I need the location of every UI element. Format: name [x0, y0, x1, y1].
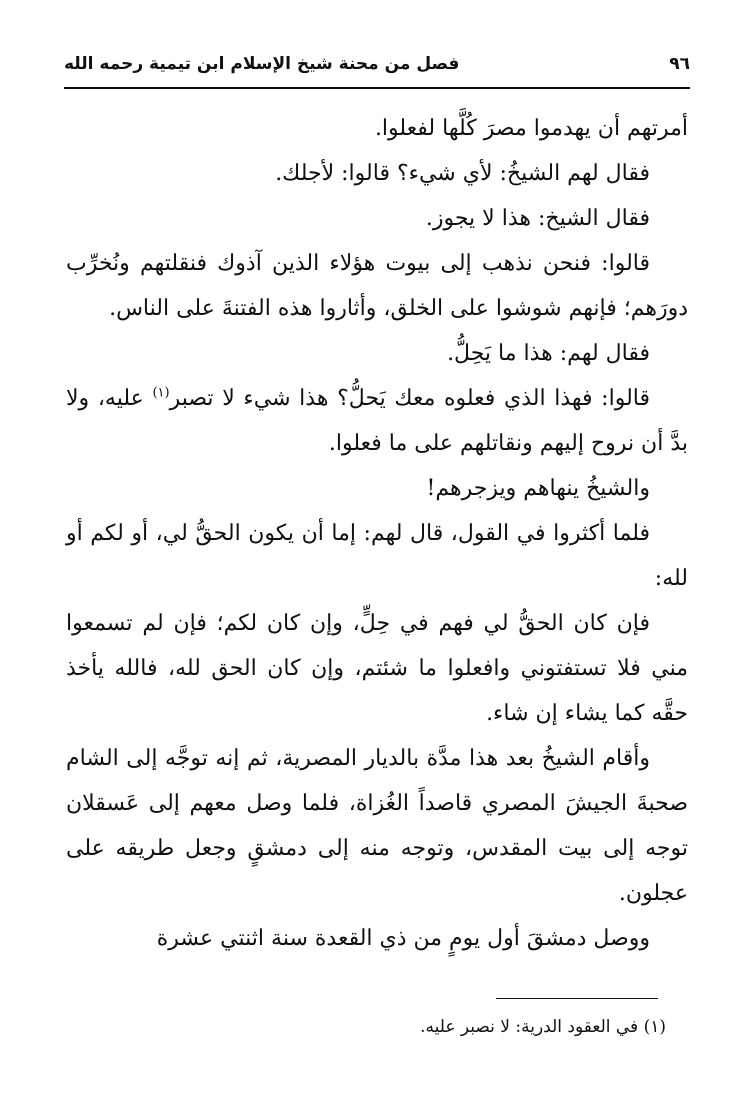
paragraph-10: وأقام الشيخُ بعد هذا مدَّة بالديار المصرية، ثم إنه توجَّه إلى الشام صحبةَ الجيشَ المصري قاصداً الغُزاة، فلما وصل معهم إلى عَسقلان توجه إلى بيت المقدس، وتوجه منه إلى دمشقٍ وجعل طريقه على عجلون.	[66, 746, 688, 906]
paragraph-2: فقال لهم الشيخُ: لأي شيء؟ قالوا: لأجلك.	[275, 161, 650, 186]
paragraph-11: ووصل دمشقَ أول يومٍ من ذي القعدة سنة اثنتي عشرة	[156, 926, 650, 951]
main-text	[66, 106, 688, 961]
paragraph-1: أمرتهم أن يهدموا مصرَ كُلَّها لفعلوا.	[374, 116, 688, 141]
header-rule	[64, 87, 690, 89]
footnote-reference: (١)	[152, 385, 170, 401]
running-header	[64, 44, 690, 84]
paragraph-6-part-2: عليه، ولا بدَّ أن نروح إليهم ونقاتلهم على ما فعلوا.	[66, 386, 688, 456]
chapter-title: فصل من محنة شيخ الإسلام ابن تيمية رحمه الله	[64, 54, 460, 74]
footnote: (١) في العقود الدرية: لا نصبر عليه.	[420, 1017, 666, 1037]
page-number: ٩٦	[669, 54, 690, 74]
footnote-rule	[496, 998, 658, 999]
paragraph-9: فإن كان الحقُّ لي فهم في حِلٍّ، وإن كان لكم؛ فإن لم تسمعوا مني فلا تستفتوني وافعلوا ما شئتم، وإن كان الحق لله، فالله يأخذ حقَّه كما يشاء إن شاء.	[66, 611, 688, 726]
paragraph-6	[66, 376, 688, 466]
paragraph-8: فلما أكثروا في القول، قال لهم: إما أن يكون الحقُّ لي، أو لكم أو لله:	[66, 521, 688, 591]
paragraph-5: فقال لهم: هذا ما يَحِلُّ.	[447, 341, 650, 366]
paragraph-7: والشيخُ ينهاهم ويزجرهم!	[426, 476, 650, 501]
paragraph-4: قالوا: فنحن نذهب إلى بيوت هؤلاء الذين آذوك فنقلتهم ونُخرِّب دورَهم؛ فإنهم شوشوا على الخلق، وأثاروا هذه الفتنةَ على الناس.	[66, 251, 688, 321]
paragraph-3: فقال الشيخ: هذا لا يجوز.	[425, 206, 650, 231]
paragraph-6-part-1: قالوا: فهذا الذي فعلوه معك يَحلُّ؟ هذا شيء لا تصبر	[169, 386, 650, 411]
